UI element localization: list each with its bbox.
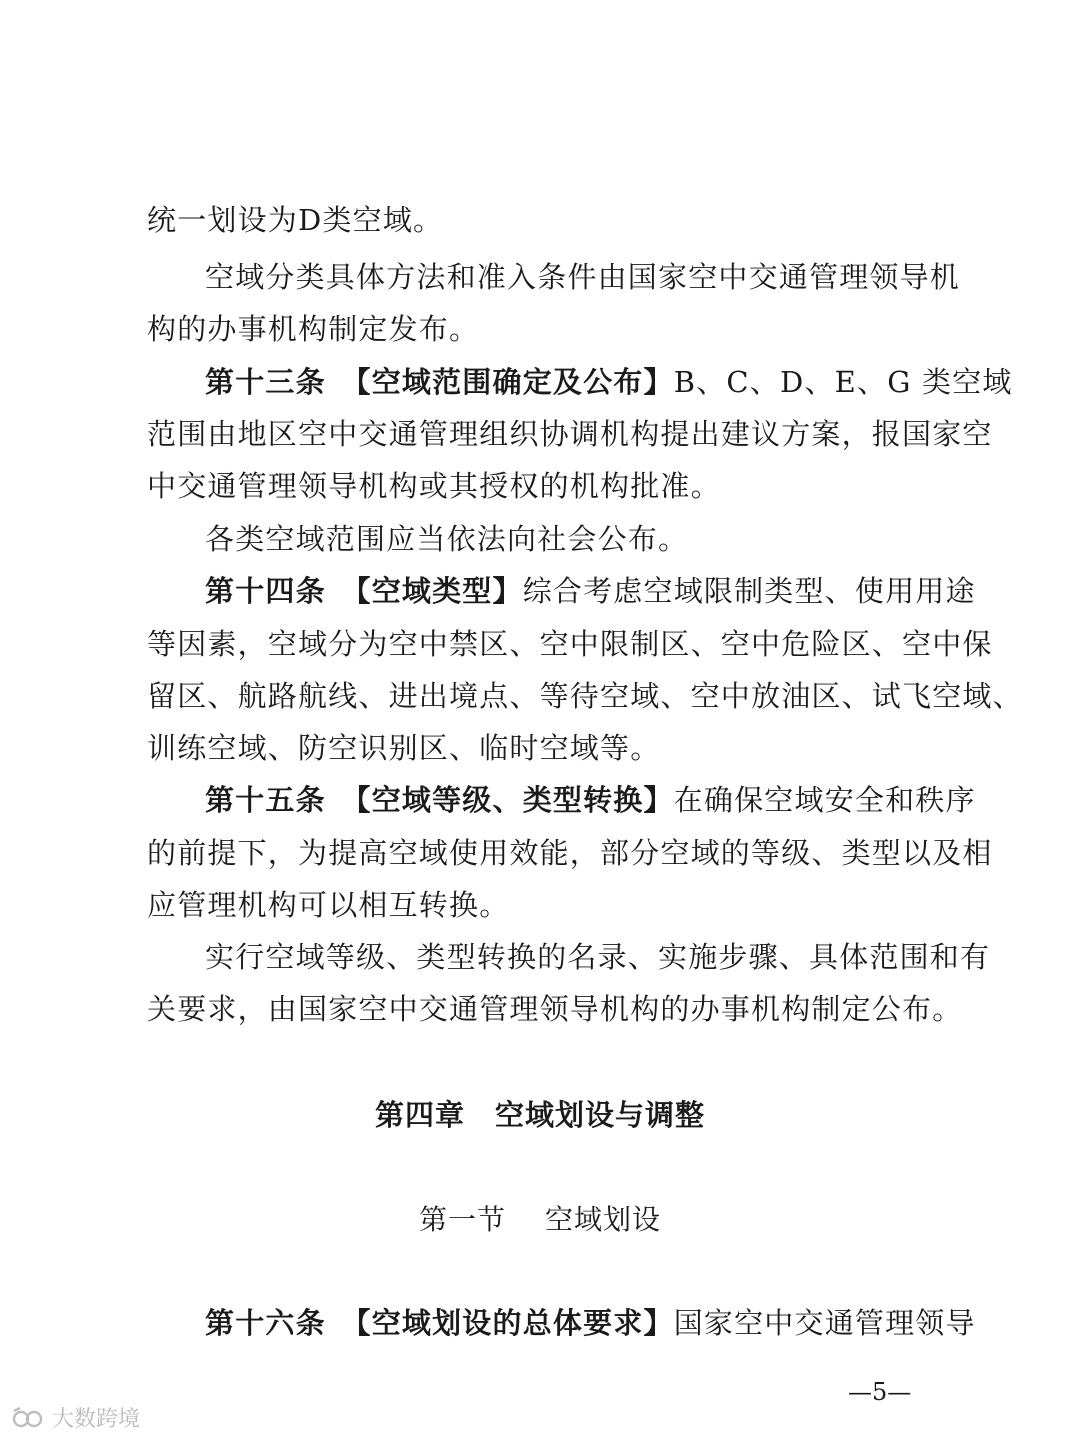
page-number: —5— xyxy=(848,1378,912,1406)
text-line: 训练空域、防空识别区、临时空域等。 xyxy=(147,731,661,765)
section-heading: 第一节 空域划设 xyxy=(419,1203,661,1236)
article-16-title: 第十六条 【空域划设的总体要求】 xyxy=(205,1306,674,1340)
text-line: 综合考虑空域限制类型、使用用途 xyxy=(522,574,976,608)
text-line: 统一划设为D类空域。 xyxy=(147,203,444,237)
text-line: 在确保空域安全和秩序 xyxy=(673,783,976,817)
text-line: 应管理机构可以相互转换。 xyxy=(147,888,510,922)
article-14-line xyxy=(205,571,976,611)
text-line: 各类空域范围应当依法向社会公布。 xyxy=(205,522,689,556)
text-line: B、C、D、E、G 类空域 xyxy=(673,365,1013,399)
text-line: 国家空中交通管理领导 xyxy=(673,1306,976,1340)
text-line: 空域分类具体方法和准入条件由国家空中交通管理领导机 xyxy=(205,260,961,294)
article-13-title: 第十三条 【空域范围确定及公布】 xyxy=(205,365,674,399)
text-line: 留区、航路航线、进出境点、等待空域、空中放油区、试飞空域、 xyxy=(147,679,1023,713)
text-line: 构的办事机构制定发布。 xyxy=(147,312,480,346)
watermark xyxy=(12,1402,140,1433)
article-14-title: 第十四条 【空域类型】 xyxy=(205,574,523,608)
article-15-title: 第十五条 【空域等级、类型转换】 xyxy=(205,783,674,817)
text-line: 中交通管理领导机构或其授权的机构批准。 xyxy=(147,469,721,503)
article-13-line xyxy=(205,362,1013,402)
watermark-text: 大数跨境 xyxy=(52,1407,141,1432)
text-line: 等因素，空域分为空中禁区、空中限制区、空中危险区、空中保 xyxy=(147,627,993,661)
text-line: 范围由地区空中交通管理组织协调机构提出建议方案，报国家空 xyxy=(147,417,993,451)
article-16-line xyxy=(205,1303,976,1343)
text-line: 实行空域等级、类型转换的名录、实施步骤、具体范围和有 xyxy=(205,940,991,974)
chapter-heading: 第四章 空域划设与调整 xyxy=(374,1098,705,1132)
brand-logo-icon xyxy=(12,1406,46,1430)
article-15-line xyxy=(205,780,976,820)
text-line: 的前提下，为提高空域使用效能，部分空域的等级、类型以及相 xyxy=(147,836,993,870)
text-line: 关要求，由国家空中交通管理领导机构的办事机构制定公布。 xyxy=(147,992,963,1026)
